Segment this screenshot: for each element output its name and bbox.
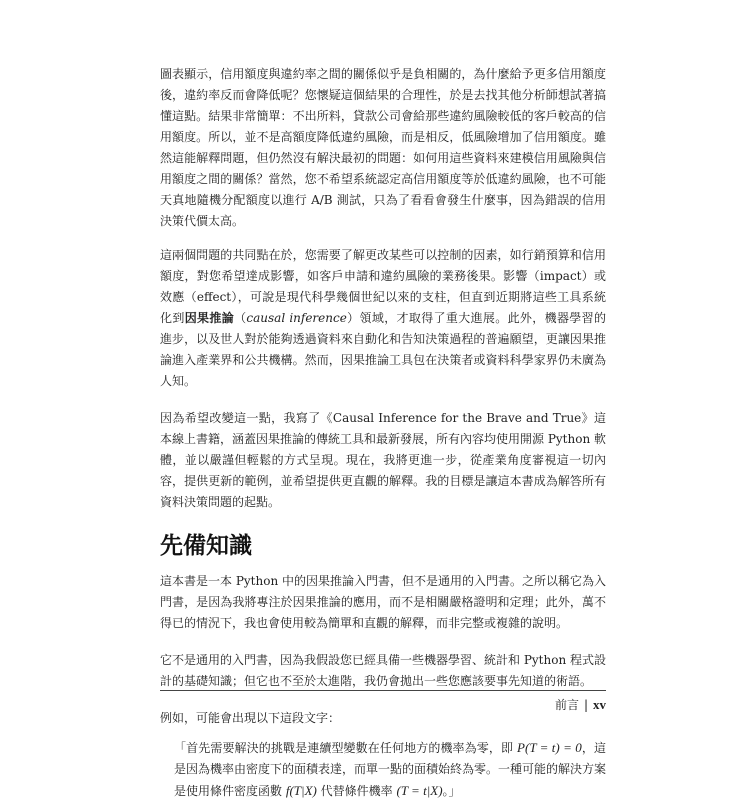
math-expression: (T = t|X) <box>396 783 443 798</box>
chapter-name: 前言 <box>554 698 579 712</box>
block-quote <box>174 737 606 802</box>
page-footer <box>555 696 606 713</box>
math-expression: P(T = t) = 0 <box>517 740 582 755</box>
paragraph: 這本書是一本 Python 中的因果推論入門書，但不是通用的入門書。之所以稱它為入門書，是因為我將專注於因果推論的應用，而不是相關嚴格證明和定理；此外，萬不得已的情況下，我也會使用較為簡單和直觀的解釋，而非完整或複雜的說明。 <box>160 574 606 630</box>
text-run: （ <box>234 311 247 325</box>
paragraph <box>160 245 606 392</box>
math-expression: f(T|X) <box>285 783 317 798</box>
page-content <box>160 64 606 802</box>
text-run: 「首先需要解決的挑戰是連續型變數在任何地方的機率為零，即 <box>174 741 518 755</box>
keyword-italic: causal inference <box>246 311 347 325</box>
footer-divider <box>160 690 606 691</box>
paragraph: 例如，可能會出現以下這段文字： <box>160 711 341 725</box>
paragraph: 因為希望改變這一點，我寫了《Causal Inference for the Brave and True》這本線上書籍，涵蓋因果推論的傳統工具和最新發展，所有內容均使用開源 Python 軟體，並以嚴謹但輕鬆的方式呈現。現在，我將更進一步，從產業角度審視這一切內容，提供更新的範例，並希望提供更直觀的解釋。我的目標是讓這本書成為解答所有資料決策問題的起點。 <box>160 411 606 509</box>
footer-separator: | <box>583 698 588 712</box>
section-heading: 先備知識 <box>160 533 252 559</box>
page-number: xv <box>593 697 606 712</box>
text-run: 代替條件機率 <box>316 784 397 798</box>
paragraph: 它不是通用的入門書，因為我假設您已經具備一些機器學習、統計和 Python 程式設計的基礎知識；但它也不至於太進階，我仍會拋出一些您應該要事先知道的術語。 <box>160 653 606 688</box>
text-run: ）領域，才取得了重大進展。此外，機器學習的進步，以及世人對於能夠透過資料來自動化和告知決策過程的普遍願望，更讓因果推論進入產業界和公共機構。然而，因果推論工具包在決策者或資料科學家界仍未廣為人知。 <box>160 311 606 388</box>
text-run: 這兩個問題的共同點在於，您需要了解更改某些可以控制的因素，如行銷預算和信用額度，對您希望達成影響，如客戶申請和違約風險的業務後果。影響（impact）或效應（effect），可說是現代科學幾個世紀以來的支柱，但直到近期將這些工具系統化到 <box>160 248 606 325</box>
paragraph: 圖表顯示，信用額度與違約率之間的關係似乎是負相關的，為什麼給予更多信用額度後，違約率反而會降低呢？您懷疑這個結果的合理性，於是去找其他分析師想試著搞懂這點。結果非常簡單：不出所料，貸款公司會給那些違約風險較低的客戶較高的信用額度。所以，並不是高額度降低違約風險，而是相反，低風險增加了信用額度。雖然這能解釋問題，但仍然沒有解決最初的問題：如何用這些資料來建模信用風險與信用額度之間的關係？當然，您不希望系統認定高信用額度等於低違約風險，也不可能天真地隨機分配額度以進行 A/B 測試，只為了看看會發生什麼事，因為錯誤的信用決策代價太高。 <box>160 67 606 228</box>
text-run: 。」 <box>442 784 461 798</box>
keyword-bold: 因果推論 <box>184 311 235 325</box>
text-run: ，這是因為機率由密度下的面積表達，而單一點的面積始終為零。一種可能的解決方案是使用條件密度函數 <box>174 741 607 798</box>
